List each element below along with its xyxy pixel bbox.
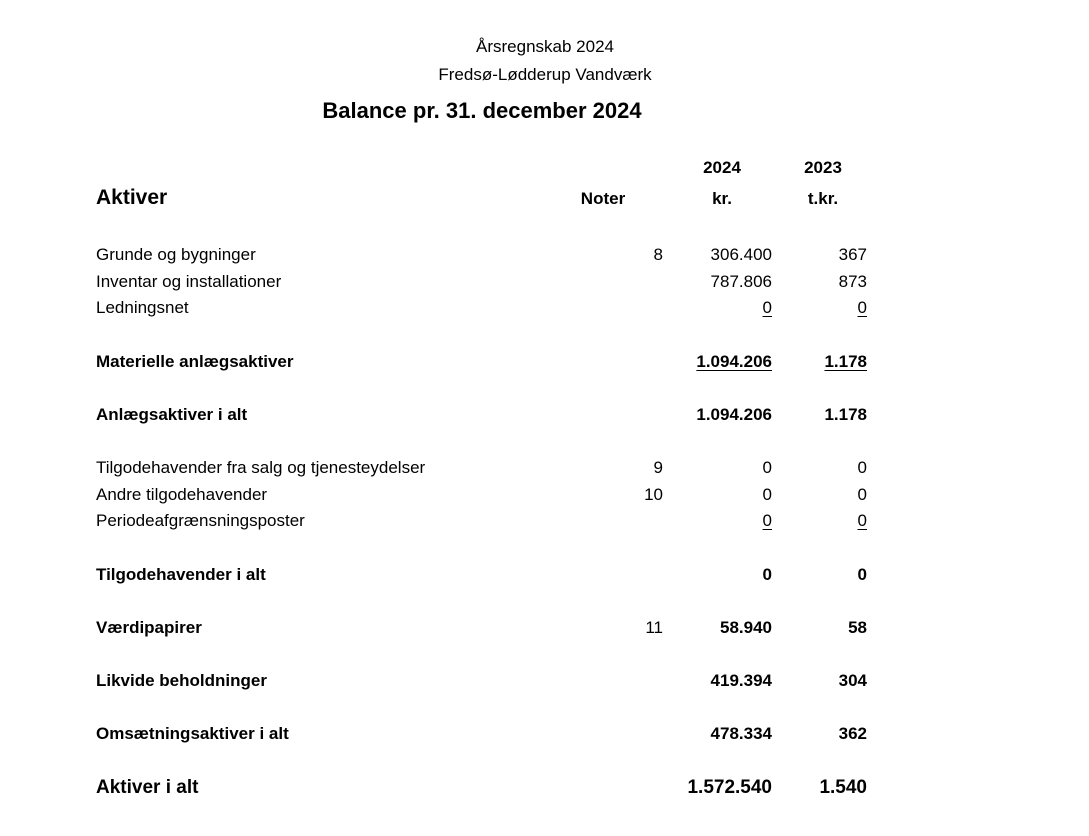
- grand-total-value-2024: 1.572.540: [687, 777, 772, 798]
- row-label: Inventar og installationer: [96, 272, 282, 291]
- row-value-2023: 0: [857, 511, 867, 530]
- page-title: Balance pr. 31. december 2024: [322, 98, 642, 123]
- row-note: 10: [644, 485, 663, 504]
- row-value-2023: 367: [838, 245, 867, 264]
- subtotal-value-2023: 0: [857, 565, 867, 584]
- row-label: Periodeafgrænsningsposter: [96, 511, 305, 530]
- subtotal-value-2024: 478.334: [710, 724, 772, 743]
- row-value-2023: 0: [857, 485, 867, 504]
- row-value-2024: 306.400: [710, 245, 772, 264]
- subtotal-value-2023: 304: [838, 671, 867, 690]
- col-unit-2024: kr.: [712, 189, 732, 208]
- subtotal-value-2023: 362: [838, 724, 867, 743]
- row-value-2023: 0: [857, 458, 867, 477]
- subtotal-label: Likvide beholdninger: [96, 671, 267, 690]
- subtotal-label: Omsætningsaktiver i alt: [96, 724, 289, 743]
- row-value-2024: 0: [762, 298, 772, 317]
- row-value-2024: 0: [762, 458, 772, 477]
- subtotal-label: Materielle anlægsaktiver: [96, 352, 294, 371]
- subtotal-label: Anlægsaktiver i alt: [96, 405, 248, 424]
- company-name: Fredsø-Lødderup Vandværk: [438, 65, 652, 84]
- subtotal-value-2024: 0: [762, 565, 772, 584]
- col-year-2023: 2023: [804, 158, 842, 177]
- subtotal-label: Værdipapirer: [96, 618, 202, 637]
- grand-total-label: Aktiver i alt: [96, 777, 199, 798]
- section-heading: Aktiver: [96, 186, 168, 209]
- row-value-2024: 0: [762, 485, 772, 504]
- subtotal-value-2023: 1.178: [824, 405, 867, 424]
- subtotal-value-2023: 1.178: [824, 352, 867, 371]
- subtotal-value-2024: 58.940: [720, 618, 772, 637]
- row-label: Ledningsnet: [96, 298, 189, 317]
- subtotal-value-2023: 58: [848, 618, 867, 637]
- col-notes: Noter: [580, 189, 626, 208]
- row-label: Andre tilgodehavender: [96, 485, 268, 504]
- subtotal-value-2024: 419.394: [710, 671, 772, 690]
- subtotal-value-2024: 1.094.206: [696, 352, 772, 371]
- col-year-2024: 2024: [703, 158, 741, 177]
- row-value-2023: 0: [857, 298, 867, 317]
- row-value-2024: 787.806: [710, 272, 772, 291]
- subtotal-label: Tilgodehavender i alt: [96, 565, 266, 584]
- col-unit-2023: t.kr.: [807, 189, 839, 208]
- row-note: 11: [645, 618, 663, 637]
- subtotal-value-2024: 1.094.206: [696, 405, 772, 424]
- row-label: Grunde og bygninger: [96, 245, 256, 264]
- grand-total-value-2023: 1.540: [819, 777, 867, 798]
- row-label: Tilgodehavender fra salg og tjenesteydelser: [96, 458, 426, 477]
- report-title: Årsregnskab 2024: [476, 37, 614, 56]
- row-note: 9: [653, 458, 663, 477]
- row-note: 8: [653, 245, 663, 264]
- row-value-2024: 0: [762, 511, 772, 530]
- row-value-2023: 873: [838, 272, 867, 291]
